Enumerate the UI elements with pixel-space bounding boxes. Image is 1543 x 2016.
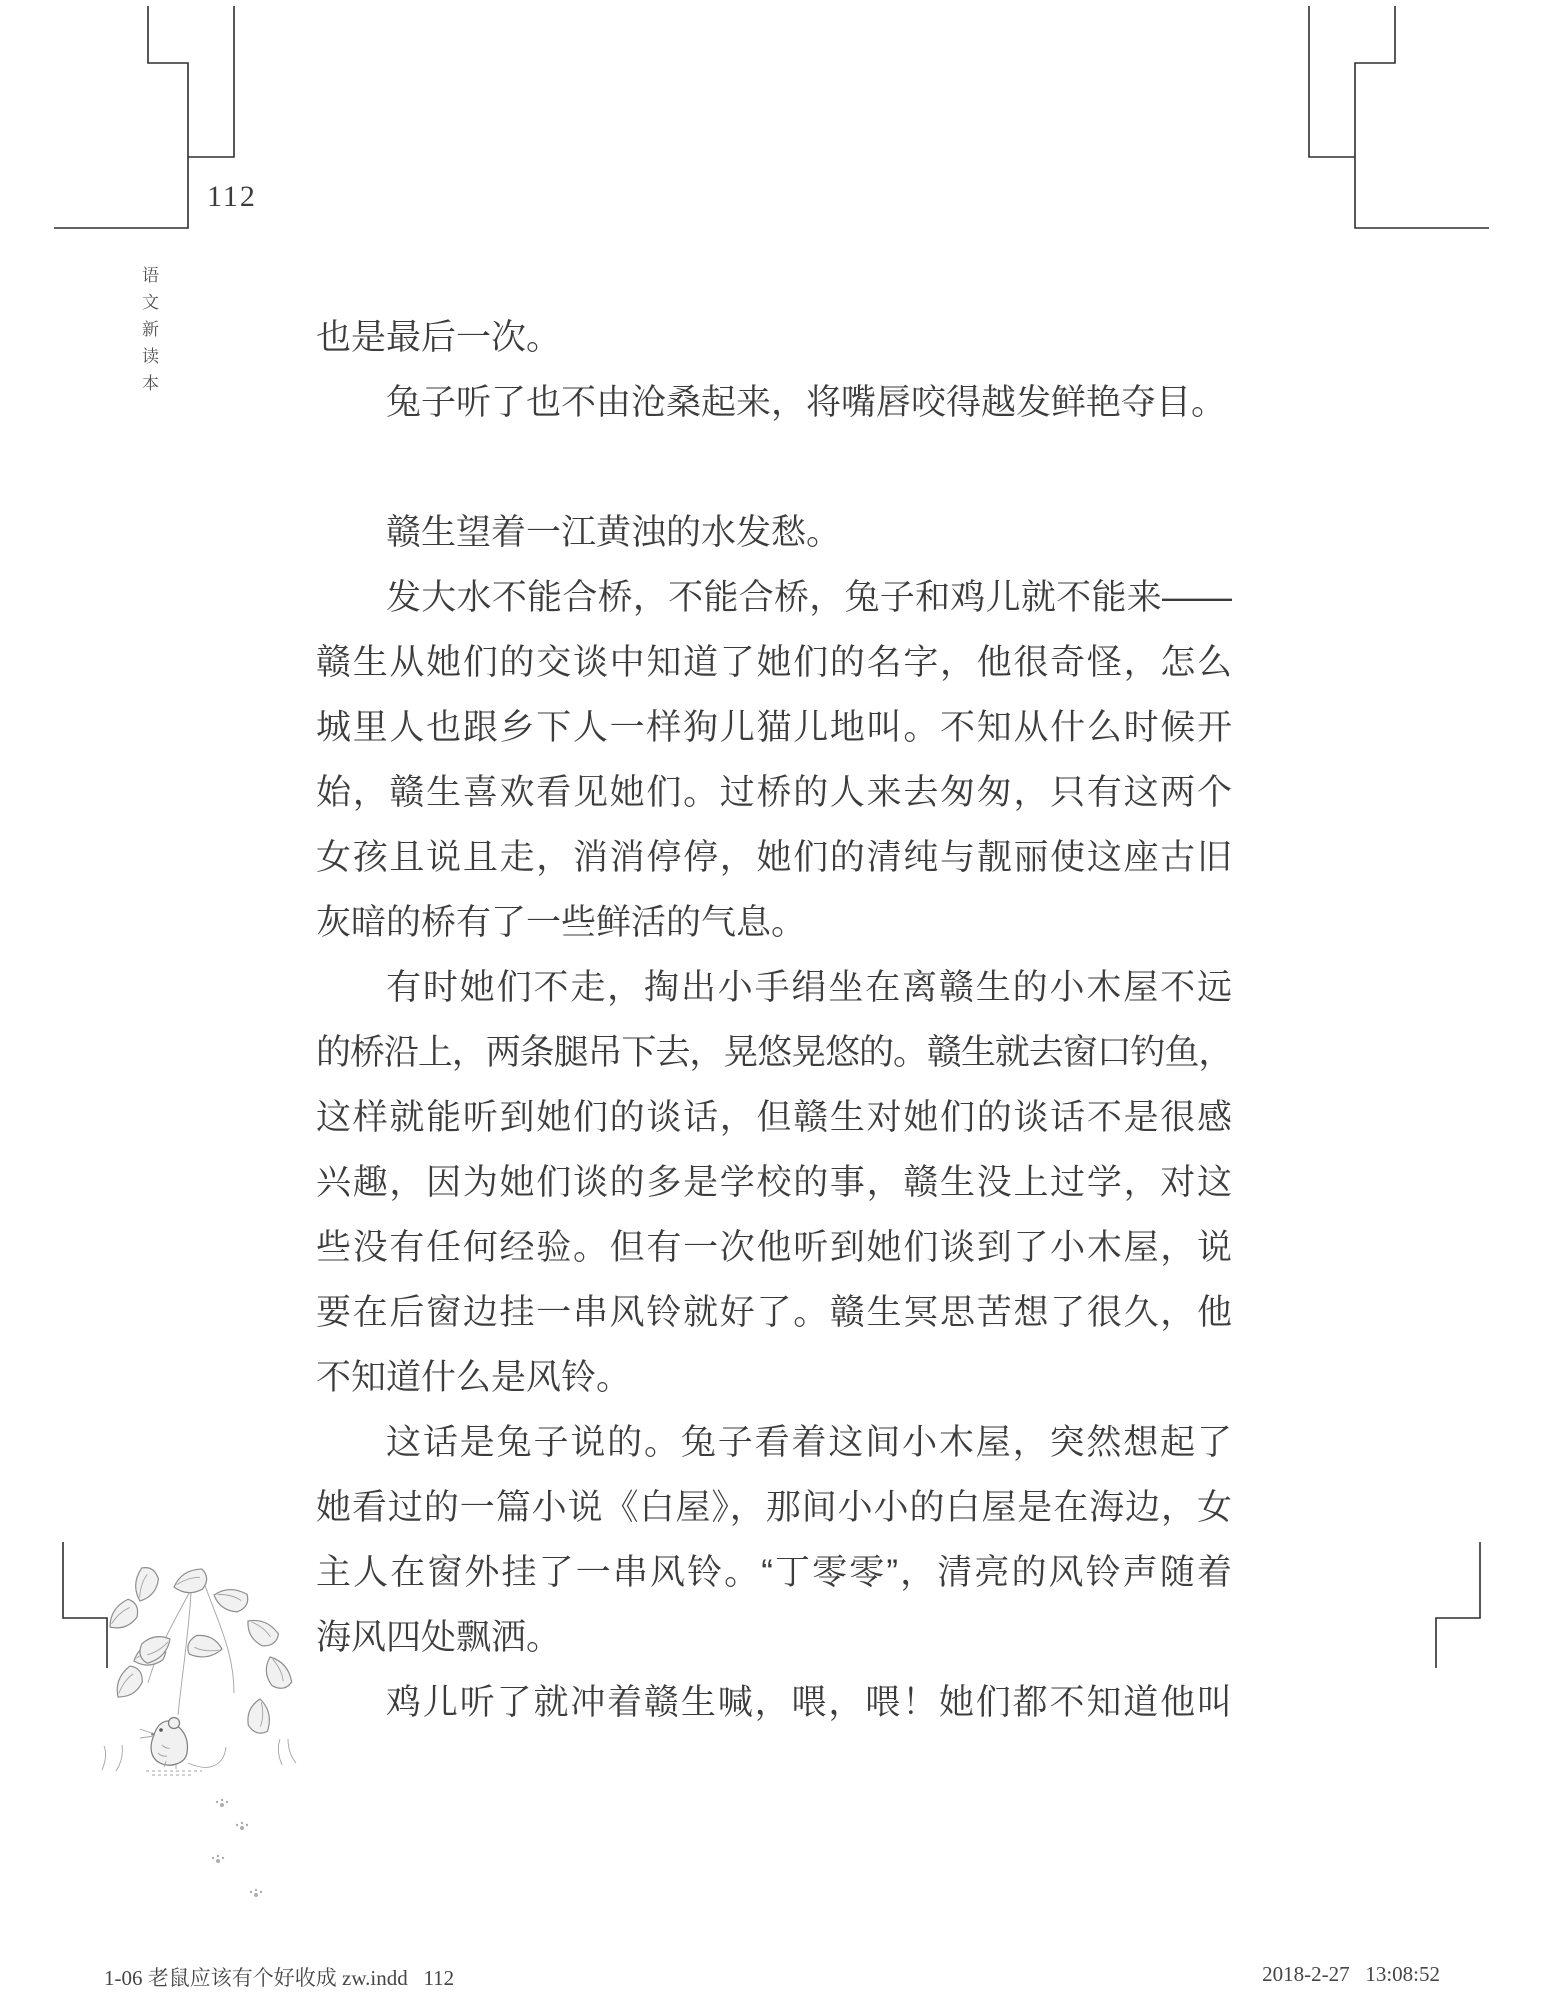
crop-mark-top-left-outer	[54, 6, 188, 228]
text-line: 灰暗的桥有了一些鲜活的气息。	[316, 903, 807, 942]
mouse-under-leaves-illustration	[82, 1565, 317, 1910]
mouse-sketch	[140, 1718, 226, 1776]
text-line: 兴趣，因为她们谈的多是学校的事，赣生没上过学，对这	[316, 1163, 1232, 1202]
plant-leaves	[102, 1565, 292, 1735]
text-line: 这话是兔子说的。兔子看着这间小木屋，突然想起了	[386, 1423, 1232, 1462]
text-line: 始，赣生喜欢看见她们。过桥的人来去匆匆，只有这两个	[316, 773, 1232, 812]
crop-mark-top-right-inner	[1309, 6, 1355, 157]
text-line: 也是最后一次。	[316, 318, 562, 357]
text-line: 些没有任何经验。但有一次他听到她们谈到了小木屋，说	[316, 1228, 1232, 1267]
text-line: 女孩且说且走，消消停停，她们的清纯与靓丽使这座古旧	[316, 838, 1232, 877]
footer-timestamp: 2018-2-27 13:08:52	[1262, 1962, 1440, 1986]
text-line: 主人在窗外挂了一串风铃。“丁零零”，清亮的风铃声随着	[316, 1553, 1232, 1592]
text-line: 发大水不能合桥，不能合桥，兔子和鸡儿就不能来——	[386, 578, 1232, 617]
text-line: 这样就能听到她们的谈话，但赣生对她们的谈话不是很感	[316, 1098, 1232, 1137]
text-line: 赣生望着一江黄浊的水发愁。	[386, 513, 842, 552]
text-line: 城里人也跟乡下人一样狗儿猫儿地叫。不知从什么时候开	[316, 708, 1232, 747]
crop-mark-top-right-outer	[1355, 6, 1489, 228]
text-line: 的桥沿上，两条腿吊下去，晃悠晃悠的。赣生就去窗口钓鱼，	[316, 1033, 1232, 1072]
text-line: 有时她们不走，掏出小手绢坐在离赣生的小木屋不远	[386, 968, 1232, 1007]
crop-mark-top-left-inner	[188, 6, 234, 157]
text-line-blank	[316, 435, 1232, 500]
text-line: 不知道什么是风铃。	[316, 1358, 632, 1397]
footer-file-info: 1-06 老鼠应该有个好收成 zw.indd 112	[104, 1966, 455, 1990]
paw-prints	[212, 1799, 262, 1897]
body-text	[316, 305, 1232, 1735]
text-line: 赣生从她们的交谈中知道了她们的名字，他很奇怪，怎么	[316, 643, 1232, 682]
grass-strokes	[102, 1739, 296, 1771]
text-line: 兔子听了也不由沧桑起来，将嘴唇咬得越发鲜艳夺目。	[386, 383, 1227, 422]
text-line: 她看过的一篇小说《白屋》，那间小小的白屋是在海边，女	[316, 1488, 1232, 1527]
text-line: 鸡儿听了就冲着赣生喊，喂，喂！她们都不知道他叫	[386, 1683, 1232, 1722]
book-series-label: 语文新读本	[139, 266, 158, 401]
page-number: 112	[207, 180, 257, 213]
text-line: 要在后窗边挂一串风铃就好了。赣生冥思苦想了很久，他	[316, 1293, 1232, 1332]
text-line: 海风四处飘洒。	[316, 1618, 562, 1657]
crop-mark-bottom-right	[1436, 1542, 1480, 1668]
